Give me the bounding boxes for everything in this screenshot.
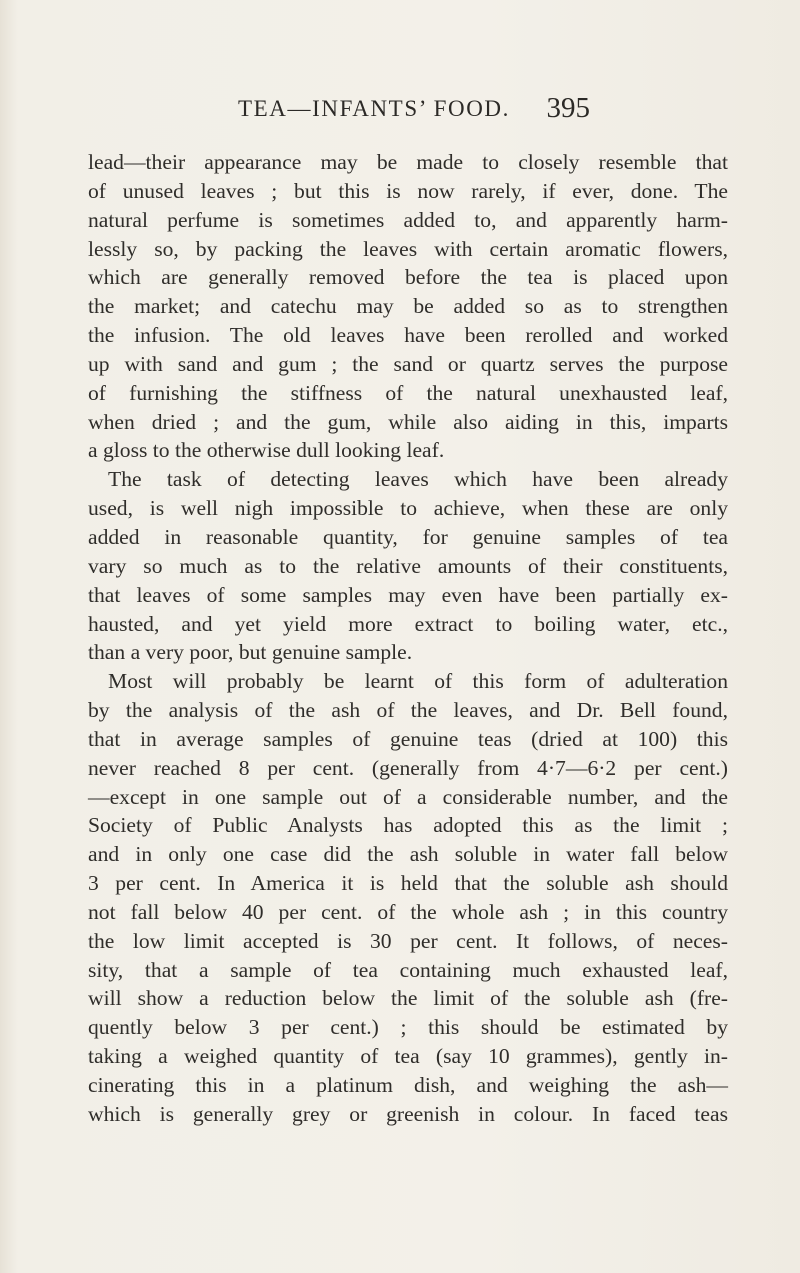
text-line: than a very poor, but genuine sample. — [88, 640, 413, 665]
text-line: which is generally grey or greenish in colour. In faced teas — [88, 1101, 728, 1126]
text-line: up with sand and gum ; the sand or quartz serves the purpose — [88, 351, 728, 376]
page-number: 395 — [546, 92, 590, 124]
text-line: 3 per cent. In America it is held that the soluble ash should — [88, 871, 728, 896]
text-line: natural perfume is sometimes added to, and apparently harm- — [88, 207, 728, 232]
text-line: used, is well nigh impossible to achieve, when these are only — [88, 496, 728, 521]
text-line: Society of Public Analysts has adopted this as the limit ; — [88, 813, 728, 838]
text-line: will show a reduction below the limit of the soluble ash (fre- — [88, 986, 728, 1011]
running-head — [238, 92, 590, 128]
text-line: never reached 8 per cent. (generally from 4·7—6·2 per cent.) — [88, 755, 728, 780]
text-line: that leaves of some samples may even have been partially ex- — [88, 582, 728, 607]
text-line: hausted, and yet yield more extract to boiling water, etc., — [88, 611, 728, 636]
text-line: quently below 3 per cent.) ; this should be estimated by — [88, 1015, 728, 1040]
text-line: when dried ; and the gum, while also aiding in this, imparts — [88, 409, 728, 434]
text-line: not fall below 40 per cent. of the whole ash ; in this country — [88, 899, 728, 924]
text-line: lead—their appearance may be made to closely resemble that — [88, 150, 728, 174]
text-line: the low limit accepted is 30 per cent. It follows, of neces- — [88, 928, 728, 953]
text-line: of unused leaves ; but this is now rarely, if ever, done. The — [88, 178, 728, 203]
text-line: vary so much as to the relative amounts of their constituents, — [88, 553, 728, 578]
text-line: which are generally removed before the tea is placed upon — [88, 265, 728, 290]
text-line: that in average samples of genuine teas (dried at 100) this — [88, 726, 728, 751]
text-line: cinerating this in a platinum dish, and weighing the ash— — [88, 1073, 728, 1097]
body-text — [88, 148, 728, 1129]
text-line: lessly so, by packing the leaves with certain aromatic flowers, — [88, 236, 728, 261]
text-line: —except in one sample out of a considerable number, and the — [88, 784, 728, 809]
text-line: by the analysis of the ash of the leaves, and Dr. Bell found, — [88, 698, 728, 723]
paragraph-1 — [88, 148, 728, 465]
text-line: and in only one case did the ash soluble in water fall below — [88, 842, 728, 867]
text-line: taking a weighed quantity of tea (say 10 grammes), gently in- — [88, 1044, 728, 1069]
text-line: of furnishing the stiffness of the natural unexhausted leaf, — [88, 380, 728, 405]
text-line: added in reasonable quantity, for genuine samples of tea — [88, 524, 728, 549]
text-line: Most will probably be learnt of this form of adulteration — [108, 669, 728, 694]
text-line: the market; and catechu may be added so as to strengthen — [88, 294, 728, 319]
running-head-title: TEA—INFANTS’ FOOD. — [238, 96, 510, 121]
paragraph-2 — [88, 465, 728, 667]
text-line: sity, that a sample of tea containing much exhausted leaf, — [88, 957, 728, 982]
text-line: a gloss to the otherwise dull looking leaf. — [88, 438, 445, 463]
text-line: the infusion. The old leaves have been rerolled and worked — [88, 323, 728, 348]
text-line: The task of detecting leaves which have been already — [108, 467, 728, 492]
paragraph-3 — [88, 667, 728, 1129]
